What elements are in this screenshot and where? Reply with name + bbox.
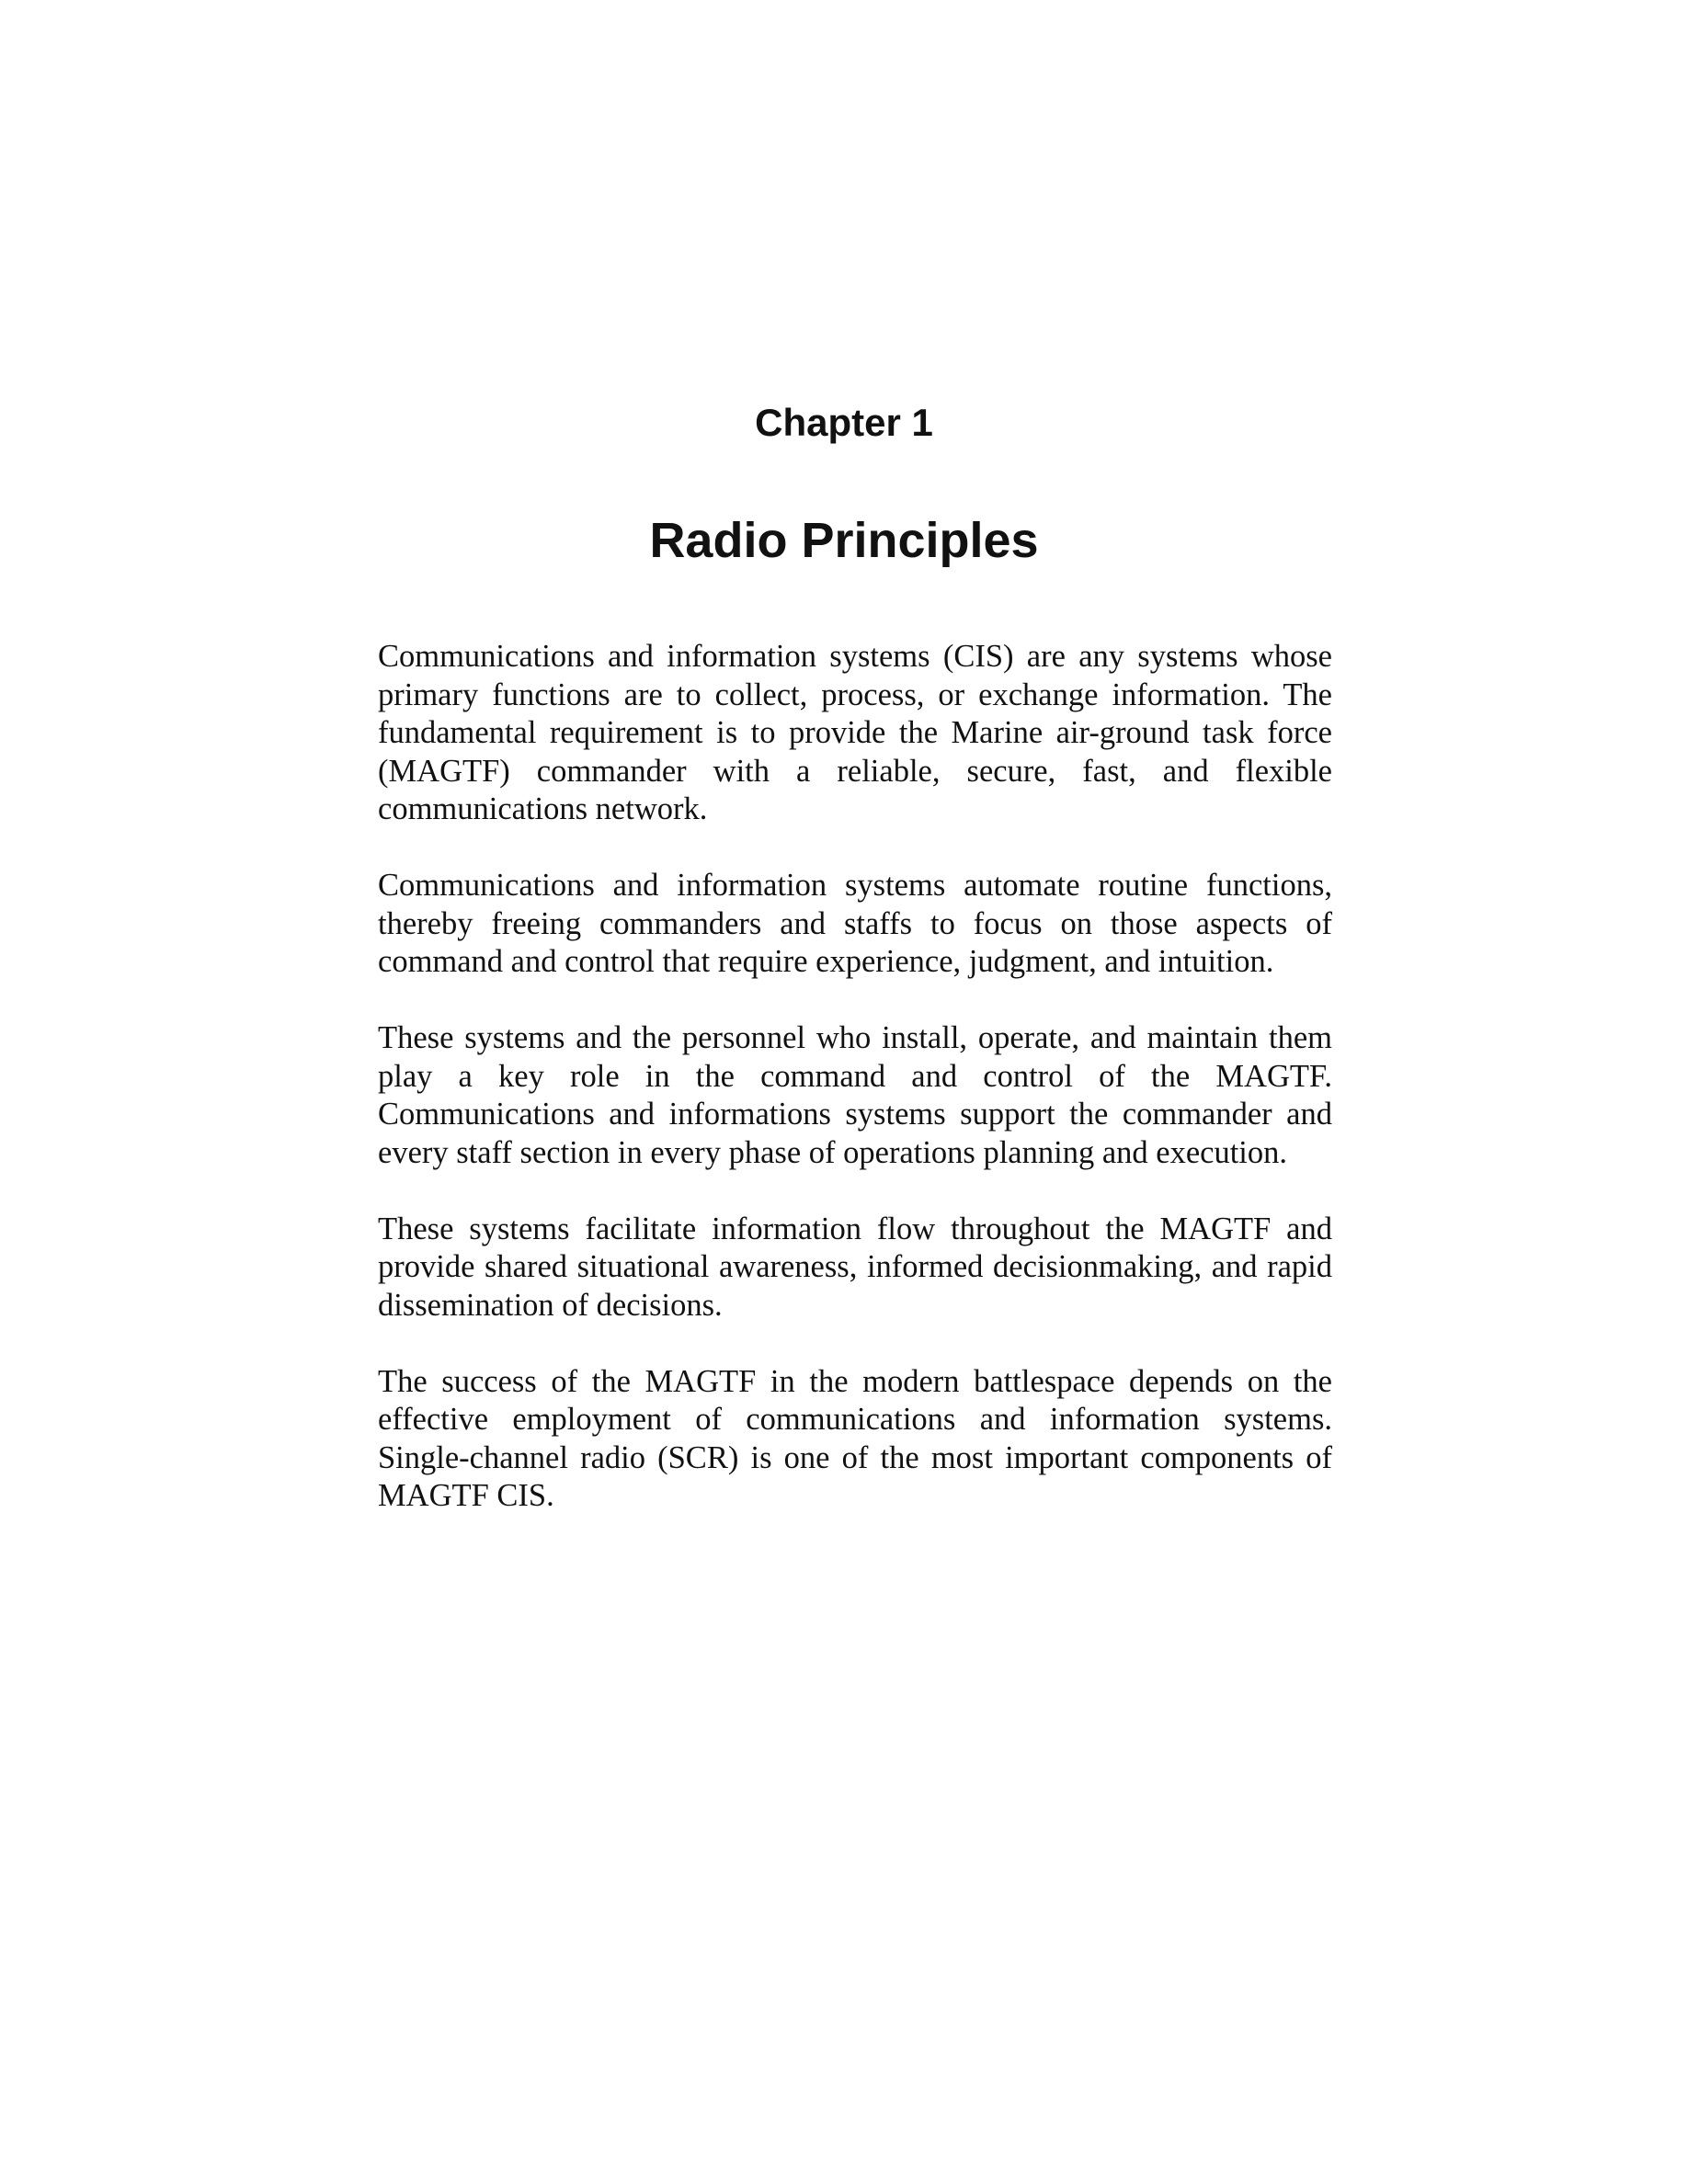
paragraph: These systems facilitate information flow throughout the MAGTF and provide shared situational awareness, informed decisionmaking, and rapid dissemination of decisions. [378,1211,1332,1323]
chapter-body [378,638,1332,1553]
paragraph: The success of the MAGTF in the modern battlespace depends on the effective employment of communications and information systems. Single-channel radio (SCR) is one of the most important components of MAGTF CIS. [378,1363,1332,1513]
paragraph: Communications and information systems automate routine functions, thereby freeing commanders and staffs to focus on those aspects of command and control that require experience, judgment, and intuition. [378,868,1332,979]
chapter-title: Radio Principles [649,513,1039,568]
chapter-number: Chapter 1 [755,401,933,444]
paragraph: These systems and the personnel who install, operate, and maintain them play a key role in the command and control of the MAGTF. Communications and informations systems support the commander and every staff section in every phase of operations planning and execution. [378,1020,1332,1170]
paragraph: Communications and information systems (CIS) are any systems whose primary functions are to collect, process, or exchange information. The fundamental requirement is to provide the Marine air-ground task force (MAGTF) commander with a reliable, secure, fast, and flexible communications network. [378,639,1332,826]
